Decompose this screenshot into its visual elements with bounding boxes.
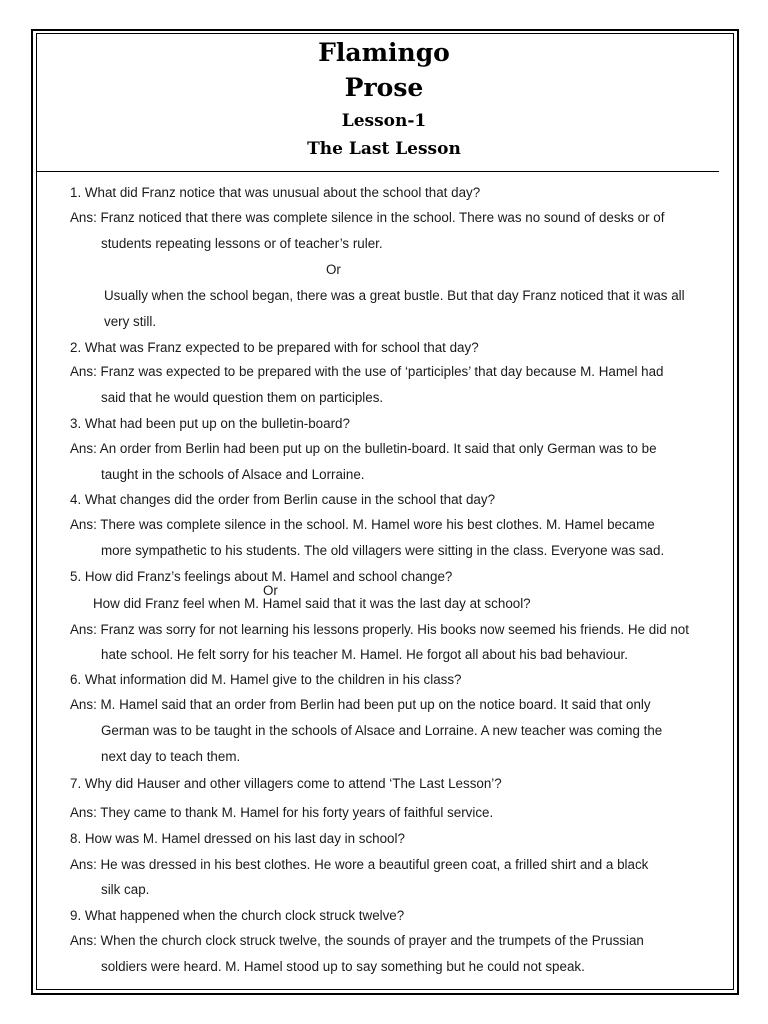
question-line: 5. How did Franz’s feelings about M. Hamel and school change? <box>70 569 453 584</box>
text-line: silk cap. <box>101 882 150 897</box>
answer-line: Ans: Franz was expected to be prepared with the use of ‘participles’ that day because M. Hamel had <box>70 364 664 379</box>
text-line: soldiers were heard. M. Hamel stood up to say something but he could not speak. <box>101 959 585 974</box>
lesson-number: Lesson-1 <box>341 111 427 131</box>
answer-line: Ans: They came to thank M. Hamel for his forty years of faithful service. <box>70 805 494 820</box>
question-line: 1. What did Franz notice that was unusual about the school that day? <box>70 185 481 200</box>
text-line: very still. <box>104 314 157 329</box>
question-line: 8. How was M. Hamel dressed on his last day in school? <box>70 831 405 846</box>
book-title: Flamingo <box>318 38 450 67</box>
text-line: students repeating lessons or of teacher’s ruler. <box>101 236 383 251</box>
answer-line: Ans: He was dressed in his best clothes. He wore a beautiful green coat, a frilled shirt and a black <box>70 857 649 872</box>
text-line: How did Franz feel when M. Hamel said that it was the last day at school? <box>93 596 531 611</box>
text-line: taught in the schools of Alsace and Lorraine. <box>101 467 365 482</box>
answer-line: Ans: There was complete silence in the school. M. Hamel wore his best clothes. M. Hamel became <box>70 517 655 532</box>
text-line: said that he would question them on participles. <box>101 390 384 405</box>
question-line: 2. What was Franz expected to be prepared with for school that day? <box>70 340 479 355</box>
question-line: 9. What happened when the church clock struck twelve? <box>70 908 405 923</box>
text-line: next day to teach them. <box>101 749 241 764</box>
text-line: hate school. He felt sorry for his teacher M. Hamel. He forgot all about his bad behaviour. <box>101 647 628 662</box>
text-line: more sympathetic to his students. The old villagers were sitting in the class. Everyone was sad. <box>101 543 665 558</box>
text-line: Or <box>326 262 341 277</box>
question-line: 7. Why did Hauser and other villagers come to attend ‘The Last Lesson’? <box>70 776 502 791</box>
answer-line: Ans: An order from Berlin had been put up on the bulletin-board. It said that only German was to be <box>70 441 657 456</box>
answer-line: Ans: Franz was sorry for not learning his lessons properly. His books now seemed his friends. He did not <box>70 622 689 637</box>
question-line: 3. What had been put up on the bulletin-board? <box>70 416 350 431</box>
chapter-title: The Last Lesson <box>307 139 461 159</box>
text-line: Usually when the school began, there was a great bustle. But that day Franz noticed that it was all <box>104 288 685 303</box>
text-line: Or <box>263 583 278 598</box>
answer-line: Ans: When the church clock struck twelve, the sounds of prayer and the trumpets of the Prussian <box>70 933 644 948</box>
question-line: 6. What information did M. Hamel give to the children in his class? <box>70 672 462 687</box>
text-line: German was to be taught in the schools of Alsace and Lorraine. A new teacher was coming the <box>101 723 663 738</box>
section-title: Prose <box>344 73 424 102</box>
answer-line: Ans: Franz noticed that there was complete silence in the school. There was no sound of desks or of <box>70 210 665 225</box>
question-line: 4. What changes did the order from Berlin cause in the school that day? <box>70 492 496 507</box>
answer-line: Ans: M. Hamel said that an order from Berlin had been put up on the notice board. It said that only <box>70 697 651 712</box>
header-divider <box>37 171 719 172</box>
